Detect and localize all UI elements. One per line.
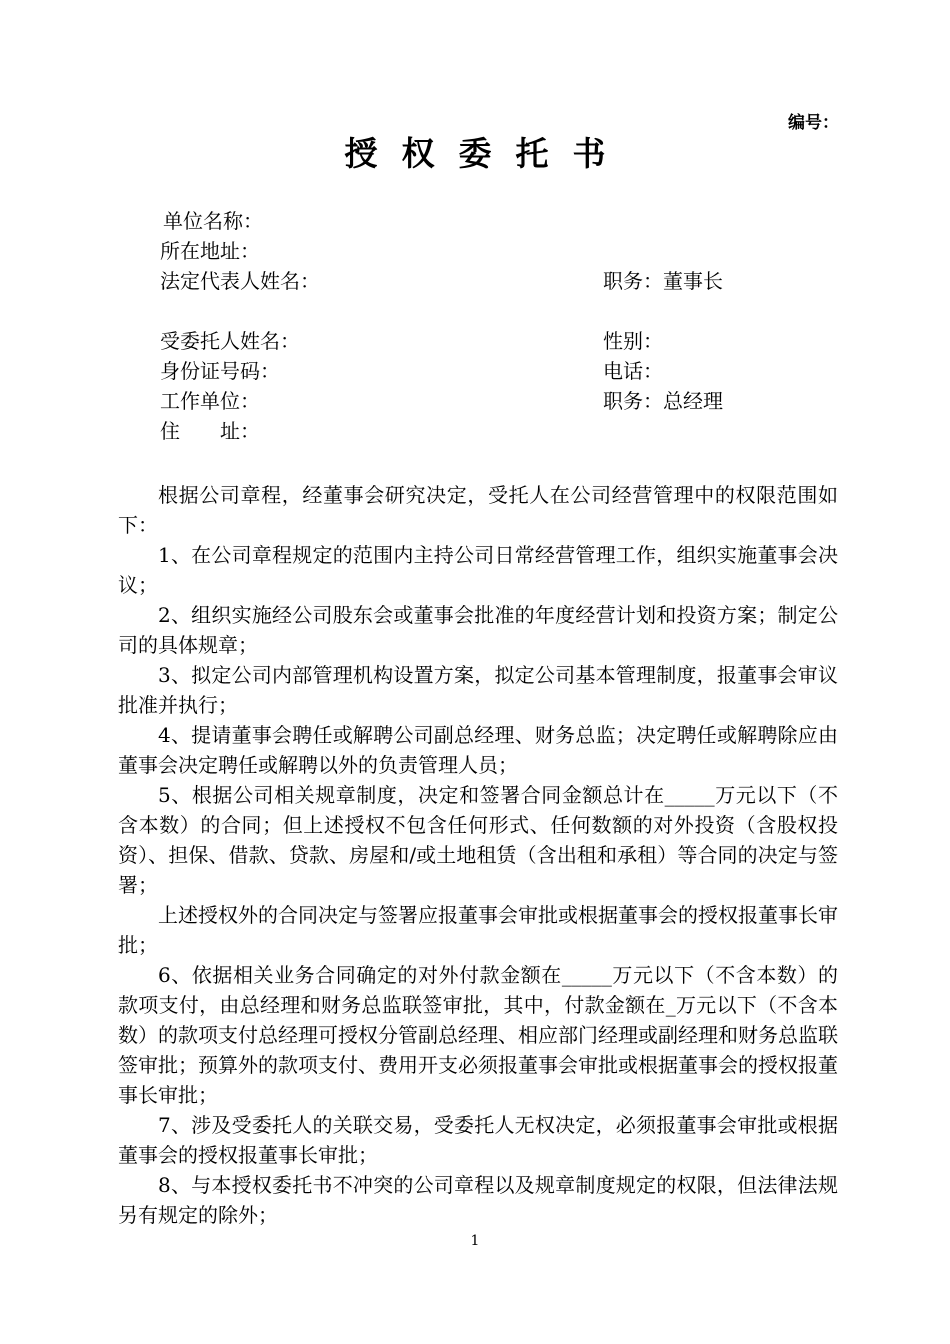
trustee-work-unit-label: 工作单位：	[160, 389, 260, 413]
body-paragraph: 6、依据相关业务合同确定的对外付款金额在_____万元以下（不含本数）的款项支付，由总经理和财务总监联签审批，其中，付款金额在_万元以下（不含本数）的款项支付总经理可授权分管副总经理、相应部门经理或副经理和财务总监联签审批；预算外的款项支付、费用开支必须报董事会审批或根据董事会的授权报董事长审批；	[118, 963, 838, 1107]
body-paragraph: 1、在公司章程规定的范围内主持公司日常经营管理工作，组织实施董事会决议；	[118, 543, 838, 597]
company-name-label: 单位名称：	[163, 209, 263, 233]
trustee-id-label: 身份证号码：	[160, 359, 280, 383]
trustee-gender-label: 性别：	[603, 329, 663, 353]
body-paragraph: 3、拟定公司内部管理机构设置方案，拟定公司基本管理制度，报董事会审议批准并执行；	[118, 663, 838, 717]
company-address-label: 所在地址：	[160, 239, 260, 263]
document-title: 授权委托书	[344, 134, 630, 173]
body-paragraph: 2、组织实施经公司股东会或董事会批准的年度经营计划和投资方案；制定公司的具体规章；	[118, 603, 838, 657]
legal-representative-label: 法定代表人姓名：	[160, 269, 320, 293]
body-paragraph: 8、与本授权委托书不冲突的公司章程以及规章制度规定的权限，但法律法规另有规定的除外；	[118, 1173, 838, 1227]
trustee-phone-label: 电话：	[603, 359, 663, 383]
body-paragraph: 4、提请董事会聘任或解聘公司副总经理、财务总监；决定聘任或解聘除应由董事会决定聘任或解聘以外的负责管理人员；	[118, 723, 838, 777]
trustee-name-label: 受委托人姓名：	[160, 329, 300, 353]
legal-representative-position: 职务：董事长	[603, 269, 723, 293]
trustee-position: 职务：总经理	[603, 389, 723, 413]
body-paragraph: 7、涉及受委托人的关联交易，受委托人无权决定，必须报董事会审批或根据董事会的授权报董事长审批；	[118, 1113, 838, 1167]
authorization-body	[118, 480, 838, 1230]
body-paragraph: 根据公司章程，经董事会研究决定，受托人在公司经营管理中的权限范围如下：	[118, 483, 838, 537]
body-paragraph: 5、根据公司相关规章制度，决定和签署合同金额总计在_____万元以下（不含本数）的合同；但上述授权不包含任何形式、任何数额的对外投资（含股权投资）、担保、借款、贷款、房屋和/或土地租赁（含出租和承租）等合同的决定与签署；	[118, 783, 838, 897]
trustee-residence-label: 住 址：	[160, 419, 260, 443]
serial-number-label: 编号：	[788, 113, 839, 133]
body-paragraph: 上述授权外的合同决定与签署应报董事会审批或根据董事会的授权报董事长审批；	[118, 903, 838, 957]
page-number: 1	[470, 1233, 480, 1249]
